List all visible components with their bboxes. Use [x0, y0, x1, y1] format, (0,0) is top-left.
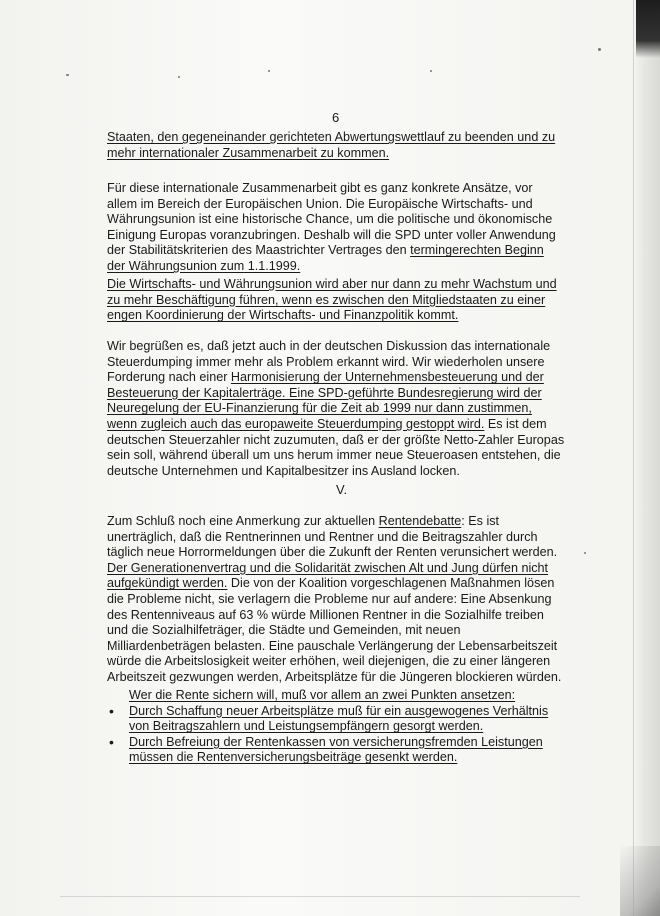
underlined-text: Durch Befreiung der Rentenkassen von versicherungsfremden Leistungen	[129, 734, 543, 749]
underlined-text: Wer die Rente sichern will, muß vor allem an zwei Punkten ansetzen:	[129, 688, 516, 702]
text-line: Es ist dem	[484, 416, 547, 431]
list-item	[107, 704, 577, 735]
paragraph-1	[107, 130, 569, 161]
text-line: Währungsunion ist eine historische Chance, um die politische und ökonomische	[107, 212, 553, 227]
text-line: deutschen Steuerzahler nicht zuzumuten, daß er der größte Netto-Zahler Europas	[107, 432, 565, 447]
text-line: unerträglich, daß die Rentnerinnen und Rentner und die Beitragszahler durch	[107, 529, 538, 544]
paragraph-5	[107, 514, 569, 686]
underlined-text: Der Generationenvertrag und die Solidarität zwischen Alt und Jung dürfen nicht	[107, 560, 549, 575]
underlined-text: zu mehr Beschäftigung führen, wenn es zwischen den Mitgliedstaaten zu einer	[107, 292, 546, 307]
underlined-text: wenn zugleich auch das europaweite Steuerdumping gestoppt wird.	[107, 416, 485, 431]
page-edge-shadow	[633, 0, 660, 916]
text-line: Arbeitszeit gezwungen werden, Arbeitsplätze für die Jüngeren blockieren würden.	[107, 669, 562, 684]
scan-speck	[268, 70, 270, 72]
scan-corner-shadow	[636, 0, 660, 58]
scan-speck	[430, 70, 432, 72]
scan-speck	[598, 48, 601, 51]
text-line: allem im Bereich der Europäischen Union. Die Europäische Wirtschafts- und	[107, 196, 533, 211]
text-line: und die Sozialhilfeträger, die Städte und Gemeinden, mit neuen	[107, 623, 461, 638]
text-line: Zum Schluß noch eine Anmerkung zur aktuellen	[107, 514, 379, 528]
underlined-text: Durch Schaffung neuer Arbeitsplätze muß für ein ausgewogenes Verhältnis	[129, 703, 549, 718]
text-line: Wir begrüßen es, daß jetzt auch in der deutschen Diskussion das internationale	[107, 339, 551, 353]
text-line: Steuerdumping immer mehr als Problem erkannt wird. Wir wiederholen unsere	[107, 354, 545, 369]
text-line: Die von der Koalition vorgeschlagenen Maßnahmen lösen	[227, 576, 555, 591]
scan-artifact-line	[60, 896, 580, 897]
underlined-text: termingerechten Beginn	[410, 243, 544, 258]
text-line: der Stabilitätskriterien des Maastrichter Vertrages den	[107, 243, 411, 258]
text-line: Für diese internationale Zusammenarbeit gibt es ganz konkrete Ansätze, vor	[107, 181, 533, 195]
text-line: Einigung Europas voranzubringen. Deshalb will die SPD unter voller Anwendung	[107, 227, 556, 242]
text-line: die Probleme nicht, sie verlagern die Probleme nur auf andere: Eine Absenkung	[107, 591, 552, 606]
text-line: Milliardenbeträgen belasten. Eine pauschale Verlängerung der Lebensarbeitszeit	[107, 638, 558, 653]
underlined-text: Staaten, den gegeneinander gerichteten Abwertungswettlauf zu beenden und zu	[107, 130, 556, 144]
text-line: sein soll, während überall um uns herum immer neue Steueroasen entstehen, die	[107, 448, 561, 463]
bullet-icon: •	[109, 733, 114, 750]
underlined-text: engen Koordinierung der Wirtschafts- und Finanzpolitik kommt.	[107, 308, 459, 323]
text-line: deutsche Unternehmen und Kapitalbesitzer ins Ausland locken.	[107, 463, 460, 478]
bullet-icon: •	[109, 702, 114, 719]
section-heading: V.	[336, 482, 348, 497]
text-line: würde die Arbeitslosigkeit weiter erhöhen, weil diejenigen, die zu einer längeren	[107, 654, 551, 669]
paragraph-3	[107, 277, 569, 324]
scan-speck	[584, 552, 586, 554]
underlined-text: Besteuerung der Kapitalerträge. Eine SPD-geführte Bundesregierung wird der	[107, 385, 542, 400]
underlined-text: mehr internationaler Zusammenarbeit zu kommen.	[107, 145, 390, 160]
pension-measures-list	[107, 688, 577, 766]
underlined-text: müssen die Rentenversicherungsbeiträge gesenkt werden.	[129, 750, 458, 765]
underlined-text: Harmonisierung der Unternehmensbesteuerung und der	[230, 370, 544, 385]
text-line: täglich neue Horrormeldungen über die Zukunft der Renten verunsichert werden.	[107, 545, 558, 560]
text-line: des Rentenniveaus auf 63 % würde Millionen Rentner in die Sozialhilfe treiben	[107, 607, 544, 622]
paragraph-4	[107, 339, 569, 479]
scan-speck	[66, 74, 69, 76]
underlined-text: aufgekündigt werden.	[107, 576, 228, 591]
text-line: Forderung nach einer	[107, 370, 231, 385]
underlined-text: von Beitragszahlern und Leistungsempfängern gesorgt werden.	[129, 719, 484, 734]
scan-bottom-shadow	[620, 846, 660, 916]
paragraph-2	[107, 181, 569, 275]
scan-speck	[178, 76, 180, 78]
underlined-text: der Währungsunion zum 1.1.1999.	[107, 258, 301, 273]
list-item	[107, 735, 577, 766]
list-lead	[107, 688, 577, 704]
underlined-text: Neuregelung der EU-Finanzierung für die Zeit ab 1999 nur dann zustimmen,	[107, 401, 532, 416]
underlined-text: Die Wirtschafts- und Währungsunion wird aber nur dann zu mehr Wachstum und	[107, 277, 557, 291]
page-number: 6	[332, 110, 340, 125]
underlined-text: Rentendebatte	[378, 514, 462, 528]
text-line: : Es ist	[461, 514, 500, 528]
